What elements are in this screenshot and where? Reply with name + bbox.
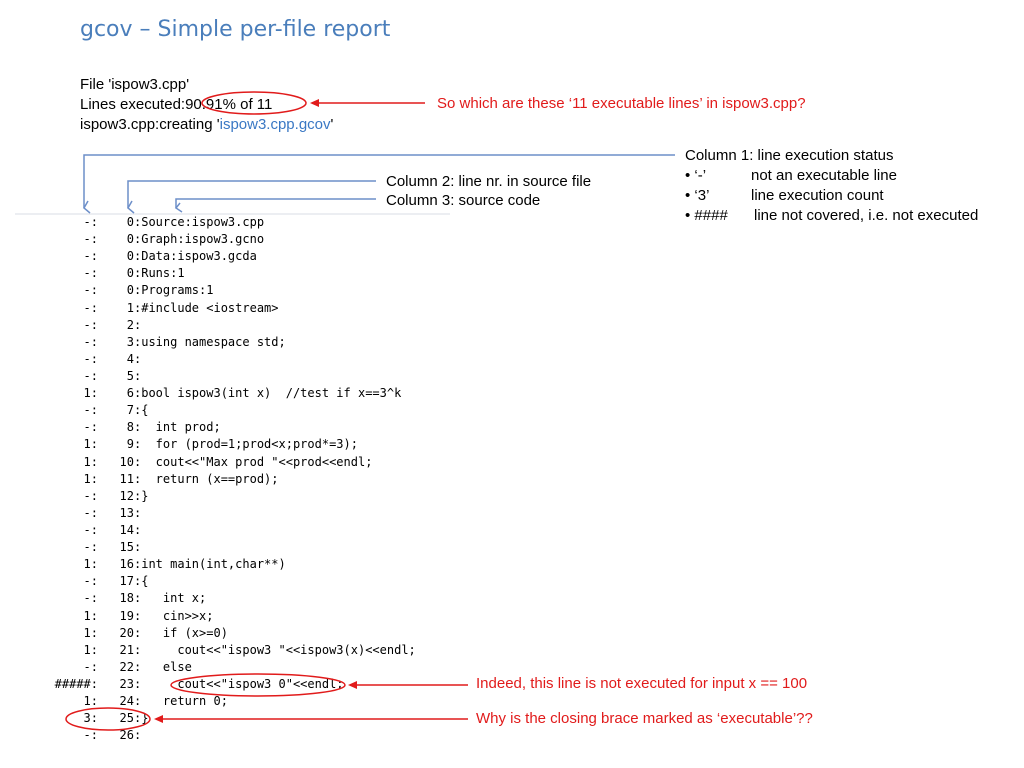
code-line	[50, 590, 450, 607]
code-line	[50, 385, 450, 402]
code-line	[50, 573, 450, 590]
column-separator: :	[134, 232, 142, 247]
creating-suffix: '	[330, 116, 334, 133]
line-number: 25	[119, 711, 134, 726]
line-number: 2	[126, 317, 134, 332]
execution-count: -:	[83, 368, 98, 383]
column1-item-dash	[685, 166, 978, 186]
source-code: Programs:1	[141, 283, 214, 298]
execution-count: 1:	[83, 694, 98, 709]
line-number: 0	[126, 266, 134, 281]
source-code: int x;	[141, 591, 207, 606]
source-code: }	[141, 711, 149, 726]
execution-count: 1:	[83, 642, 98, 657]
column2-pointer-line	[128, 181, 376, 208]
column1-title: Column 1: line execution status	[685, 147, 894, 164]
line-number: 16	[119, 557, 134, 572]
gcov-file-link[interactable]: ispow3.cpp.gcov	[219, 116, 331, 133]
code-line	[50, 539, 450, 556]
line-number: 13	[119, 505, 134, 520]
code-line	[50, 248, 450, 265]
code-line	[50, 300, 450, 317]
column-separator: :	[134, 711, 142, 726]
execution-count: #####:	[54, 676, 98, 691]
source-code: int main(int,char**)	[141, 557, 286, 572]
line-number: 6	[126, 386, 134, 401]
line-number: 9	[126, 437, 134, 452]
execution-count: -:	[83, 232, 98, 247]
lines-executed-value: 90.91% of 11	[185, 96, 273, 113]
line-number: 5	[126, 368, 134, 383]
column1-item-key: • ‘-’	[685, 167, 707, 184]
code-line	[50, 419, 450, 436]
column3-label: Column 3: source code	[386, 192, 541, 209]
code-line	[50, 625, 450, 642]
column-separator: :	[134, 608, 142, 623]
column-separator: :	[134, 625, 142, 640]
source-code: Source:ispow3.cpp	[141, 215, 265, 229]
line-number: 23	[119, 676, 134, 691]
source-code: int prod;	[141, 420, 221, 435]
column-separator: :	[134, 454, 142, 469]
column-separator: :	[134, 351, 142, 366]
source-code: cout<<"ispow3 0"<<endl;	[141, 676, 344, 691]
column-separator: :	[134, 522, 142, 537]
column2-pointer-line-head	[128, 201, 134, 213]
column3-pointer-head	[176, 203, 182, 212]
execution-count: -:	[83, 540, 98, 555]
line-number: 24	[119, 694, 134, 709]
line-number: 11	[119, 471, 134, 486]
line-number: 0	[126, 232, 134, 247]
source-code: }	[141, 488, 149, 503]
execution-count: -:	[83, 505, 98, 520]
execution-count: 3:	[83, 711, 98, 726]
line-number: 19	[119, 608, 134, 623]
column-separator: :	[134, 591, 142, 606]
source-code: Runs:1	[141, 266, 185, 281]
column-separator: :	[134, 249, 142, 264]
line-number: 0	[126, 215, 134, 229]
execution-count: 1:	[83, 557, 98, 572]
execution-count: 1:	[83, 437, 98, 452]
line-number: 10	[119, 454, 134, 469]
column3-pointer-line	[176, 199, 376, 208]
execution-count: -:	[83, 659, 98, 674]
source-code: Data:ispow3.gcda	[141, 249, 257, 264]
code-line	[50, 214, 450, 231]
code-line	[50, 334, 450, 351]
column-separator: :	[134, 317, 142, 332]
column-separator: :	[134, 334, 142, 349]
source-code: cout<<"ispow3 "<<ispow3(x)<<endl;	[141, 642, 416, 657]
code-line	[50, 488, 450, 505]
source-code: cout<<"Max prod "<<prod<<endl;	[141, 454, 373, 469]
column-separator: :	[134, 642, 142, 657]
execution-count: -:	[83, 249, 98, 264]
line-number: 14	[119, 522, 134, 537]
code-line	[50, 642, 450, 659]
execution-count: -:	[83, 351, 98, 366]
column1-item-desc: line not covered, i.e. not executed	[754, 207, 979, 224]
column-separator: :	[134, 283, 142, 298]
code-line	[50, 556, 450, 573]
column2-label: Column 2: line nr. in source file	[386, 173, 592, 190]
execution-count: -:	[83, 300, 98, 315]
code-line	[50, 265, 450, 282]
line-number: 22	[119, 659, 134, 674]
source-code: return (x==prod);	[141, 471, 279, 486]
question-arrow-head	[310, 99, 319, 107]
not-executed-note: Indeed, this line is not executed for input x == 100	[476, 675, 808, 692]
source-code: #include <iostream>	[141, 300, 279, 315]
report-file-line: File 'ispow3.cpp'	[80, 76, 190, 93]
line-number: 15	[119, 540, 134, 555]
code-line	[50, 436, 450, 453]
line-number: 17	[119, 574, 134, 589]
source-code: {	[141, 574, 149, 589]
execution-count: -:	[83, 317, 98, 332]
column-separator: :	[134, 505, 142, 520]
column-separator: :	[134, 368, 142, 383]
execution-count: -:	[83, 266, 98, 281]
column-separator: :	[134, 471, 142, 486]
column1-legend	[685, 146, 978, 226]
column1-item-key: • ‘3’	[685, 187, 710, 204]
code-line	[50, 659, 450, 676]
line-number: 18	[119, 591, 134, 606]
column-separator: :	[134, 488, 142, 503]
code-line	[50, 454, 450, 471]
column1-item-key: • ####	[685, 207, 728, 224]
execution-count: -:	[83, 522, 98, 537]
column1-item-desc: line execution count	[751, 187, 884, 204]
column1-pointer-head	[84, 201, 90, 213]
line-number: 8	[126, 420, 134, 435]
execution-count: -:	[83, 591, 98, 606]
column-separator: :	[134, 694, 142, 709]
closing-brace-question: Why is the closing brace marked as ‘executable’??	[476, 710, 813, 727]
column-separator: :	[134, 659, 142, 674]
execution-count: -:	[83, 334, 98, 349]
column-separator: :	[134, 728, 142, 743]
line-number: 0	[126, 283, 134, 298]
code-line	[50, 710, 450, 727]
gcov-listing	[50, 214, 450, 744]
column-separator: :	[134, 266, 142, 281]
code-line	[50, 727, 450, 744]
column1-item-desc: not an executable line	[751, 167, 897, 184]
question-executable-lines: So which are these ‘11 executable lines’ in ispow3.cpp?	[437, 95, 806, 112]
source-code: cin>>x;	[141, 608, 214, 623]
execution-count: -:	[83, 728, 98, 743]
column-separator: :	[134, 300, 142, 315]
execution-count: 1:	[83, 625, 98, 640]
line-number: 4	[126, 351, 134, 366]
code-line	[50, 676, 450, 693]
execution-count: -:	[83, 215, 98, 229]
code-line	[50, 505, 450, 522]
code-line	[50, 282, 450, 299]
source-code: for (prod=1;prod<x;prod*=3);	[141, 437, 358, 452]
report-creating-line	[80, 115, 333, 135]
column-separator: :	[134, 420, 142, 435]
creating-prefix: ispow3.cpp:creating '	[80, 116, 220, 133]
code-line	[50, 522, 450, 539]
column-separator: :	[134, 540, 142, 555]
source-code: using namespace std;	[141, 334, 286, 349]
line-number: 0	[126, 249, 134, 264]
execution-count: -:	[83, 488, 98, 503]
source-code: return 0;	[141, 694, 228, 709]
report-lines-executed	[80, 95, 272, 115]
line-number: 26	[119, 728, 134, 743]
execution-count: -:	[83, 420, 98, 435]
code-line	[50, 402, 450, 419]
column-separator: :	[134, 215, 142, 229]
column1-item-hashes	[685, 206, 978, 226]
line-number: 12	[119, 488, 134, 503]
source-code: if (x>=0)	[141, 625, 228, 640]
line-number: 3	[126, 334, 134, 349]
line-number: 7	[126, 403, 134, 418]
code-line	[50, 368, 450, 385]
source-code: bool ispow3(int x) //test if x==3^k	[141, 386, 402, 401]
source-code: Graph:ispow3.gcno	[141, 232, 265, 247]
column1-item-count	[685, 186, 978, 206]
column-separator: :	[134, 676, 142, 691]
code-line	[50, 351, 450, 368]
column-separator: :	[134, 557, 142, 572]
execution-count: 1:	[83, 471, 98, 486]
code-line	[50, 693, 450, 710]
code-line	[50, 471, 450, 488]
slide-title: gcov – Simple per-file report	[80, 17, 391, 42]
lines-executed-label: Lines executed:	[80, 96, 186, 113]
execution-count: 1:	[83, 386, 98, 401]
column-separator: :	[134, 386, 142, 401]
source-code: else	[141, 659, 192, 674]
execution-count: -:	[83, 283, 98, 298]
execution-count: -:	[83, 403, 98, 418]
source-code: {	[141, 403, 149, 418]
column-separator: :	[134, 437, 142, 452]
line-number: 21	[119, 642, 134, 657]
line-number: 1	[126, 300, 134, 315]
column-separator: :	[134, 403, 142, 418]
execution-count: -:	[83, 574, 98, 589]
code-line	[50, 317, 450, 334]
code-line	[50, 608, 450, 625]
line-number: 20	[119, 625, 134, 640]
execution-count: 1:	[83, 608, 98, 623]
column-separator: :	[134, 574, 142, 589]
code-line	[50, 231, 450, 248]
execution-count: 1:	[83, 454, 98, 469]
